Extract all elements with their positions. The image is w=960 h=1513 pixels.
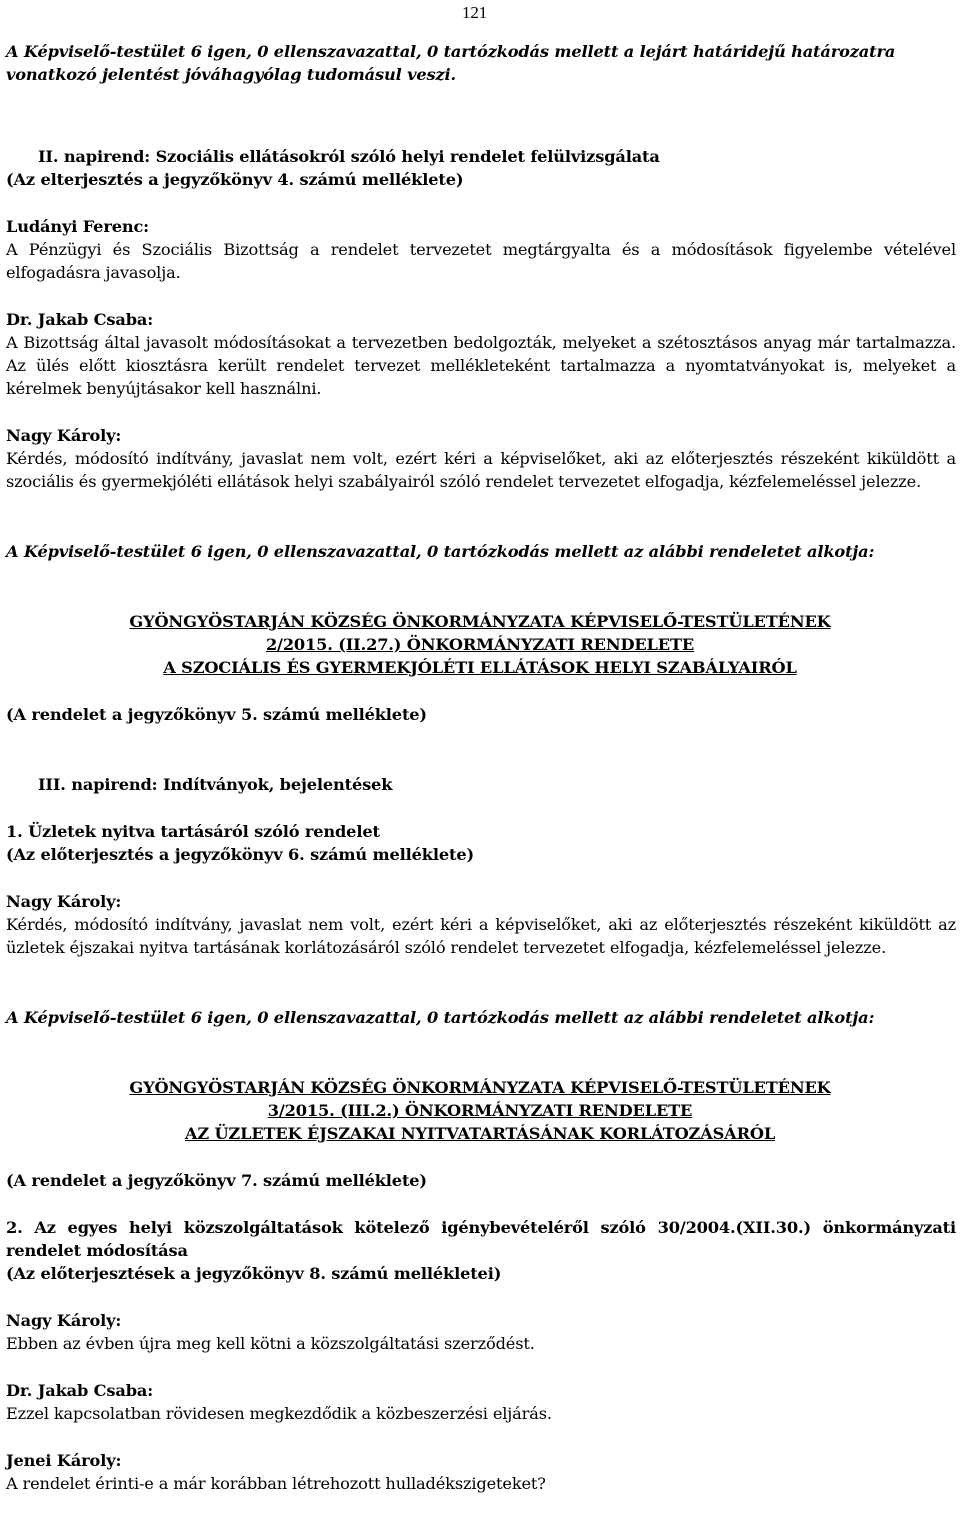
speaker-name: Dr. Jakab Csaba: [6,1381,154,1400]
sub-item-2-title: 2. Az egyes helyi közszolgáltatások kötelező igénybevételéről szóló 30/2004.(XII.30.) önkormányzati rendelet módosítása [6,1218,956,1261]
sub-item-1-title: 1. Üzletek nyitva tartásáról szóló rendelet [6,822,380,841]
sub-item-2-attachment: (Az előterjesztések a jegyzőkönyv 8. számú mellékletei) [6,1264,502,1283]
regulation-title-line1: GYÖNGYÖSTARJÁN KÖZSÉG ÖNKORMÁNYZATA KÉPVISELŐ-TESTÜLETÉNEK [129,1078,831,1097]
speaker-name: Ludányi Ferenc: [6,217,150,236]
agenda-item-2-attachment: (Az elterjesztés a jegyzőkönyv 4. számú melléklete) [6,170,464,189]
regulation-title-line2: 2/2015. (II.27.) ÖNKORMÁNYZATI RENDELETE [265,635,695,654]
speaker-text: A Bizottság által javasolt módosításokat a tervezetben bedolgozták, melyeket a szétosztásos anyag már tartalmazza. Az ülés előtt kiosztásra került rendelet tervezet mellékleteként tartalmazza a nyomtatványokat is, melyeket a kérelmek benyújtásakor kell használni. [6,333,956,399]
regulation-attachment: (A rendelet a jegyzőkönyv 5. számú melléklete) [6,705,427,724]
agenda-item-3-title: III. napirend: Indítványok, bejelentések [38,775,393,794]
speaker-name: Nagy Károly: [6,1311,122,1330]
speaker-text: Ezzel kapcsolatban rövidesen megkezdődik a közbeszerzési eljárás. [6,1404,552,1423]
speaker-text: Kérdés, módosító indítvány, javaslat nem volt, ezért kéri a képviselőket, aki az előterjesztés részeként kiküldött a szociális és gyermekjóléti ellátások helyi szabályairól szóló rendelet tervezetet elfogadja, kézfelemeléssel jelezze. [6,449,956,492]
sub-item-1-attachment: (Az előterjesztés a jegyzőkönyv 6. számú melléklete) [6,845,474,864]
speaker-text: Kérdés, módosító indítvány, javaslat nem volt, ezért kéri a képviselőket, aki az előterjesztés részeként kiküldött az üzletek éjszakai nyitva tartásának korlátozásáról szóló rendelet tervezetet elfogadja, kézfelemeléssel jelezze. [6,915,956,958]
speaker-name: Dr. Jakab Csaba: [6,310,154,329]
page-number: 121 [462,3,488,22]
speaker-name: Nagy Károly: [6,892,122,911]
speaker-name: Jenei Károly: [6,1451,122,1470]
vote-result-3: A Képviselő-testület 6 igen, 0 ellenszavazattal, 0 tartózkodás mellett az alábbi rendeletet alkotja: [6,1008,875,1027]
agenda-item-2-title: II. napirend: Szociális ellátásokról szóló helyi rendelet felülvizsgálata [38,147,660,166]
regulation-attachment: (A rendelet a jegyzőkönyv 7. számú melléklete) [6,1171,427,1190]
regulation-title-line3: A SZOCIÁLIS ÉS GYERMEKJÓLÉTI ELLÁTÁSOK HELYI SZABÁLYAIRÓL [163,658,797,677]
speaker-text: A rendelet érinti-e a már korábban létrehozott hulladékszigeteket? [6,1474,546,1493]
speaker-text: A Pénzügyi és Szociális Bizottság a rendelet tervezetet megtárgyalta és a módosítások figyelembe vételével elfogadásra javasolja. [6,240,956,283]
vote-result-2: A Képviselő-testület 6 igen, 0 ellenszavazattal, 0 tartózkodás mellett az alábbi rendeletet alkotja: [6,542,875,561]
speaker-name: Nagy Károly: [6,426,122,445]
regulation-title-line2: 3/2015. (III.2.) ÖNKORMÁNYZATI RENDELETE [267,1101,693,1120]
regulation-title-line3: AZ ÜZLETEK ÉJSZAKAI NYITVATARTÁSÁNAK KORLÁTOZÁSÁRÓL [184,1124,776,1143]
vote-result-1: A Képviselő-testület 6 igen, 0 ellenszavazattal, 0 tartózkodás mellett a lejárt határidejű határozatra vonatkozó jelentést jóváhagyólag tudomásul veszi. [6,42,896,85]
speaker-text: Ebben az évben újra meg kell kötni a közszolgáltatási szerződést. [6,1334,535,1353]
regulation-title-line1: GYÖNGYÖSTARJÁN KÖZSÉG ÖNKORMÁNYZATA KÉPVISELŐ-TESTÜLETÉNEK [129,612,831,631]
